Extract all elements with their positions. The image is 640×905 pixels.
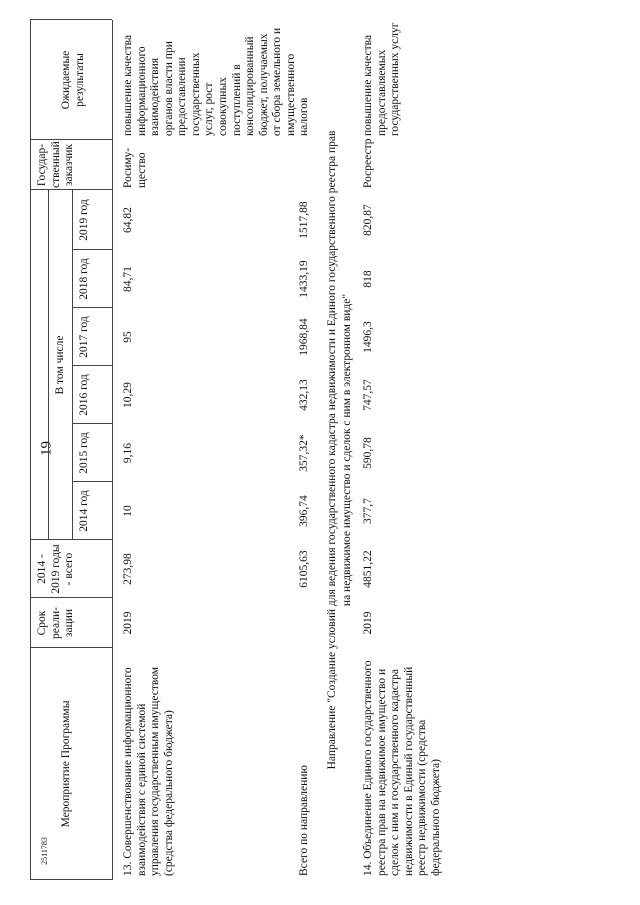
header-2015: 2015 год: [78, 432, 90, 474]
subtotal-2014: 396,74: [298, 495, 310, 527]
header-term: Срок реали-зации: [36, 607, 76, 639]
row-13-results: повышение качества информационного взаимодействия органов власти при предоставлении государственных услуг, рост совокупных поступлений в консолидированный бюджет, получаемых от сбора земельного и имущественного налогов: [122, 27, 311, 136]
header-2014: 2014 год: [78, 490, 90, 532]
row-13-term: 2019: [122, 611, 134, 635]
header-2018: 2018 год: [78, 258, 90, 300]
document-code: 2511783: [40, 837, 49, 865]
row-13-total: 273,98: [122, 553, 134, 585]
subtotal-2015: 357,32*: [298, 434, 310, 472]
subtotal-label: Всего по направлению: [298, 765, 310, 876]
row-13-2018: 84,71: [122, 266, 134, 292]
row-13-2017: 95: [122, 331, 134, 343]
subtotal-2018: 1433,19: [298, 260, 310, 298]
row-14-results: повышение качества предоставляемых государственных услуг: [362, 22, 402, 136]
row-13-2014: 10: [122, 505, 134, 517]
header-results: Ожидаемые результаты: [60, 50, 86, 110]
row-14-event: 14. Объединение Единого государственного реестра прав на недвижимое имущество и сделок с ним и государственного кадастра недвижимости в Единый государственный реестр недвижимости (средства федерального бюджета): [362, 660, 442, 876]
header-total: 2014 - 2019 годы - всего: [36, 544, 76, 594]
header-event: Мероприятие Программы: [60, 700, 72, 828]
header-2016: 2016 год: [78, 374, 90, 416]
row-14-2018: 818: [362, 270, 374, 288]
direction-line-2: на недвижимое имущество и сделок с ним в электронном виде": [341, 293, 353, 607]
row-14-2015: 590,78: [362, 437, 374, 469]
header-incl: В том числе: [54, 335, 66, 395]
row-14-2017: 1496,3: [362, 321, 374, 353]
row-13-2019: 64,82: [122, 207, 134, 233]
row-14-2014: 377,7: [362, 498, 374, 524]
subtotal-total: 6105,63: [298, 550, 310, 588]
subtotal-2019: 1517,88: [298, 201, 310, 239]
row-13-2016: 10,29: [122, 382, 134, 408]
header-customer: Государ-ственный заказчик: [36, 141, 76, 188]
subtotal-2016: 432,13: [298, 379, 310, 411]
row-13-event: 13. Совершенствование информационного взаимодействия с единой системой управления государственным имуществом (средства федерального бюджета): [122, 666, 175, 876]
row-14-2016: 747,57: [362, 379, 374, 411]
row-14-total: 4851,22: [362, 550, 374, 588]
row-13-customer: Росиму-щество: [122, 147, 148, 188]
header-2017: 2017 год: [78, 316, 90, 358]
direction-line-1: Направление "Создание условий для ведения государственного кадастра недвижимости и Единого государственного реестра прав: [326, 130, 338, 770]
subtotal-2017: 1968,84: [298, 318, 310, 356]
row-14-2019: 820,87: [362, 204, 374, 236]
page-number: 19: [38, 441, 55, 456]
header-2019: 2019 год: [78, 199, 90, 241]
program-table: [30, 20, 610, 880]
row-14-customer: Росреестр: [362, 138, 374, 188]
row-13-2015: 9,16: [122, 442, 134, 464]
row-14-term: 2019: [362, 611, 374, 635]
